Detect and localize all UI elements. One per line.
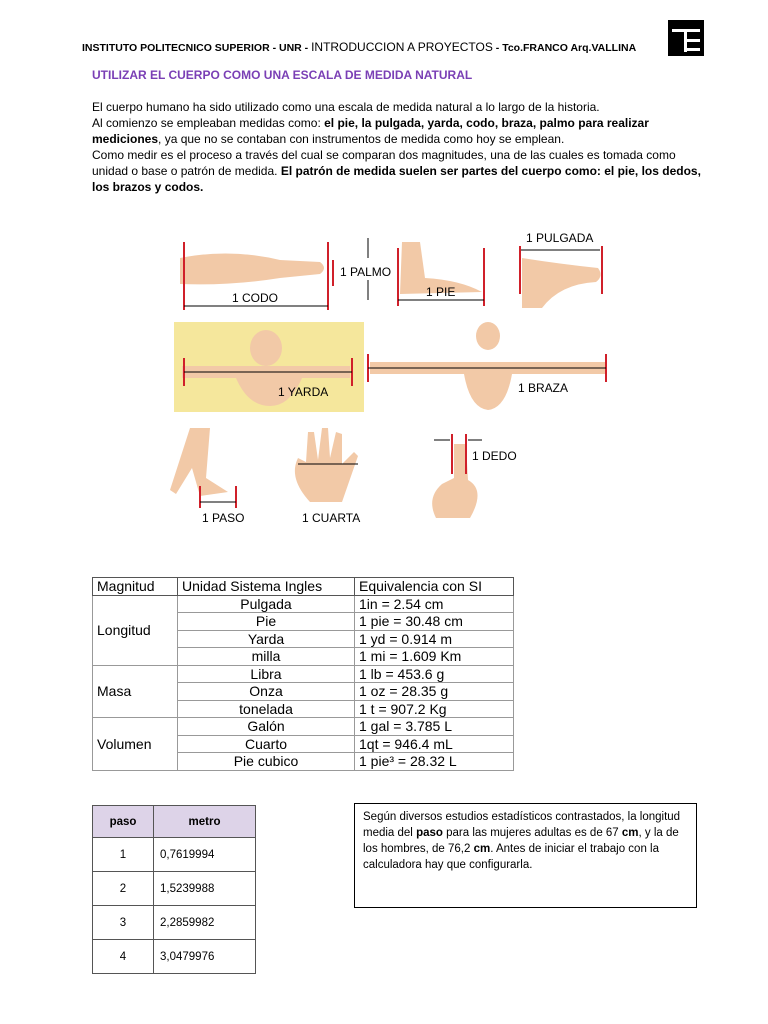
table-row: Cuarto 1qt = 946.4 mL [93,735,514,753]
intro-line-2: Al comienzo se empleaban medidas como: el pie, la pulgada, yarda, codo, braza, palmo para realizar mediciones, ya que no se contaban con instrumentos de medida como hoy se emplean. [92,116,649,146]
label-braza: 1 BRAZA [518,381,569,395]
table-row: Pie cubico 1 pie³ = 28.32 L [93,753,514,771]
page-header [82,40,636,54]
equivalence-table [92,577,514,771]
magnitud-masa: Masa [93,665,178,718]
header-course: INTRODUCCION A PROYECTOS [311,40,493,54]
col-magnitud: Magnitud [93,578,178,596]
equiv-header-row [93,578,514,596]
table-row: Longitud Pulgada 1in = 2.54 cm [93,595,514,613]
table-row: milla 1 mi = 1.609 Km [93,648,514,666]
label-palmo: 1 PALMO [340,265,392,279]
table-row: 2 1,5239988 [93,872,256,906]
label-pie: 1 PIE [426,285,456,299]
label-cuarta: 1 CUARTA [302,511,361,525]
table-row: Onza 1 oz = 28.35 g [93,683,514,701]
body-measures-figure [170,228,610,538]
label-dedo: 1 DEDO [472,449,517,463]
table-row: Masa Libra 1 lb = 453.6 g [93,665,514,683]
label-paso: 1 PASO [202,511,245,525]
paso-note-box: Según diversos estudios estadísticos contrastados, la longitud media del paso para las mujeres adultas es de 67 cm, y la de los hombres, de 76,2 cm. Antes de iniciar el trabajo con la calculadora hay que configurarla. [354,803,697,908]
table-row: Volumen Galón 1 gal = 3.785 L [93,718,514,736]
table-row: Yarda 1 yd = 0.914 m [93,630,514,648]
intro-line-3: Como medir es el proceso a través del cual se comparan dos magnitudes, una de las cuales es tomada como unidad o base o patrón de medida. El patrón de medida suelen ser partes del cuerpo como: el pie, los dedos, los brazos y codos. [92,148,701,194]
section-title: UTILIZAR EL CUERPO COMO UNA ESCALA DE MEDIDA NATURAL [92,68,473,82]
col-metro: metro [154,806,256,838]
label-codo: 1 CODO [232,291,279,305]
magnitud-longitud: Longitud [93,595,178,665]
header-teachers: - Tco.FRANCO Arq.VALLINA [492,42,637,54]
col-paso: paso [93,806,154,838]
table-row: 1 0,7619994 [93,838,256,872]
label-pulgada: 1 PULGADA [526,231,594,245]
institution-logo-icon [668,20,704,56]
intro-text [92,99,702,195]
table-row: Pie 1 pie = 30.48 cm [93,613,514,631]
table-row: 3 2,2859982 [93,906,256,940]
paso-table [92,805,256,974]
table-row: 4 3,0479976 [93,940,256,974]
col-unidad: Unidad Sistema Ingles [178,578,355,596]
header-institution: INSTITUTO POLITECNICO SUPERIOR - UNR - [82,42,312,54]
col-equivalencia: Equivalencia con SI [355,578,514,596]
label-yarda: 1 YARDA [278,385,329,399]
table-row: tonelada 1 t = 907.2 Kg [93,700,514,718]
intro-line-1: El cuerpo humano ha sido utilizado como una escala de medida natural a lo largo de la historia. [92,100,600,114]
magnitud-volumen: Volumen [93,718,178,771]
